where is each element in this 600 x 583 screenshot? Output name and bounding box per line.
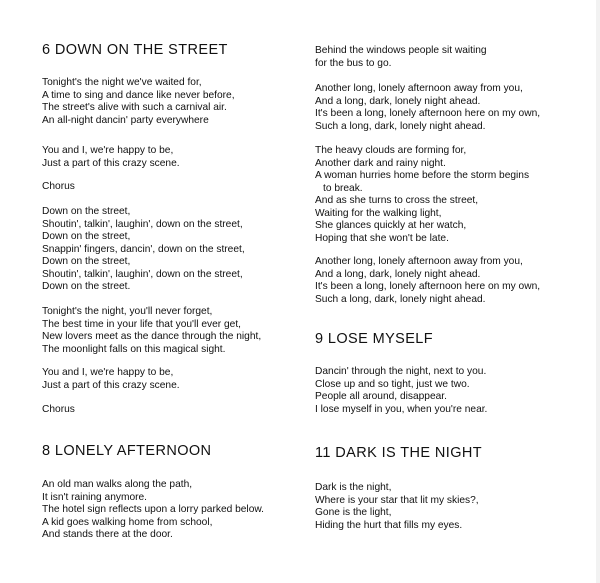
lyric-line: And stands there at the door.	[42, 529, 173, 540]
lyric-line: Shoutin', talkin', laughin', down on the street,	[42, 218, 243, 230]
chorus-label: Chorus	[42, 404, 75, 415]
lyric-line: You and I, we're happy to be,	[42, 367, 174, 378]
lyric-line: The best time in your life that you'll ever get,	[42, 318, 241, 330]
lyric-line: Such a long, dark, lonely night ahead.	[315, 120, 486, 132]
song-6-verse-1	[42, 77, 235, 127]
lyric-line: I lose myself in you, when you're near.	[315, 403, 488, 415]
lyric-line: People all around, disappear.	[315, 391, 447, 402]
lyric-line: Dancin' through the night, next to you.	[315, 366, 487, 377]
lyric-line: The street's alive with such a carnival air.	[42, 102, 227, 113]
song-11-verse-1	[315, 482, 479, 532]
song-8-chorus-1	[315, 83, 540, 133]
lyric-line: Where is your star that lit my skies?,	[315, 494, 479, 506]
lyric-line: Down on the street,	[42, 256, 131, 267]
lyric-line: Just a part of this crazy scene.	[42, 157, 180, 169]
lyric-line: Behind the windows people sit waiting	[315, 45, 487, 56]
lyric-line: An all-night dancin' party everywhere	[42, 114, 209, 126]
lyric-line: And as she turns to cross the street,	[315, 195, 479, 206]
lyric-line: Waiting for the walking light,	[315, 207, 442, 219]
lyric-line: It isn't raining anymore.	[42, 491, 147, 503]
lyric-line: The hotel sign reflects upon a lorry parked below.	[42, 504, 264, 515]
lyric-line: Dark is the night,	[315, 482, 392, 493]
lyric-line: Close up and so tight, just we two.	[315, 378, 470, 390]
song-6-heading: 6 DOWN ON THE STREET	[42, 42, 228, 58]
lyric-line: Down on the street.	[42, 281, 131, 292]
lyric-line: An old man walks along the path,	[42, 479, 193, 490]
lyric-line: A kid goes walking home from school,	[42, 516, 213, 528]
song-8-verse-1	[42, 479, 264, 542]
lyric-line: Another dark and rainy night.	[315, 157, 446, 169]
lyric-line: New lovers meet as the dance through the night,	[42, 331, 262, 342]
lyric-line: for the bus to go.	[315, 57, 392, 69]
lyric-line: A time to sing and dance like never before,	[42, 89, 235, 101]
lyric-line: Another long, lonely afternoon away from you,	[315, 83, 523, 94]
song-9-heading: 9 LOSE MYSELF	[315, 331, 434, 347]
lyric-line: Tonight's the night we've waited for,	[42, 77, 202, 88]
chorus-label: Chorus	[42, 181, 75, 192]
lyric-line: Gone is the light,	[315, 507, 392, 518]
song-6-prechorus-2	[42, 367, 180, 392]
song-8-verse-2	[315, 45, 487, 70]
song-6-prechorus-1	[42, 145, 180, 170]
page-edge	[596, 0, 600, 583]
lyric-line: Down on the street,	[42, 206, 131, 217]
lyric-line: to break.	[323, 182, 363, 194]
lyric-line: Such a long, dark, lonely night ahead.	[315, 293, 486, 305]
lyric-line: Just a part of this crazy scene.	[42, 379, 180, 391]
lyric-line: Shoutin', talkin', laughin', down on the street,	[42, 268, 243, 280]
lyric-line: Tonight's the night, you'll never forget,	[42, 306, 213, 317]
lyric-line: Hoping that she won't be late.	[315, 232, 449, 244]
song-11-heading: 11 DARK IS THE NIGHT	[315, 445, 482, 461]
song-8-chorus-2	[315, 256, 540, 306]
lyric-line: A woman hurries home before the storm begins	[315, 170, 530, 181]
lyric-line: Hiding the hurt that fills my eyes.	[315, 519, 463, 531]
song-6-verse-2	[42, 306, 261, 356]
lyric-line: It's been a long, lonely afternoon here on my own,	[315, 281, 541, 292]
lyric-line: Snappin' fingers, dancin', down on the street,	[42, 243, 245, 255]
lyric-line: The moonlight falls on this magical sight.	[42, 343, 226, 355]
lyric-line: Another long, lonely afternoon away from you,	[315, 256, 523, 267]
lyric-line: And a long, dark, lonely night ahead.	[315, 268, 481, 280]
song-9-verse-1	[315, 366, 487, 416]
lyric-line: And a long, dark, lonely night ahead.	[315, 95, 481, 107]
lyric-line: She glances quickly at her watch,	[315, 220, 467, 231]
lyric-line: You and I, we're happy to be,	[42, 145, 174, 156]
lyric-line: The heavy clouds are forming for,	[315, 145, 467, 156]
song-8-verse-3	[315, 145, 529, 245]
lyric-line: Down on the street,	[42, 231, 131, 242]
lyric-line: It's been a long, lonely afternoon here on my own,	[315, 108, 541, 119]
song-6-chorus	[42, 206, 245, 294]
song-8-heading: 8 LONELY AFTERNOON	[42, 443, 212, 459]
